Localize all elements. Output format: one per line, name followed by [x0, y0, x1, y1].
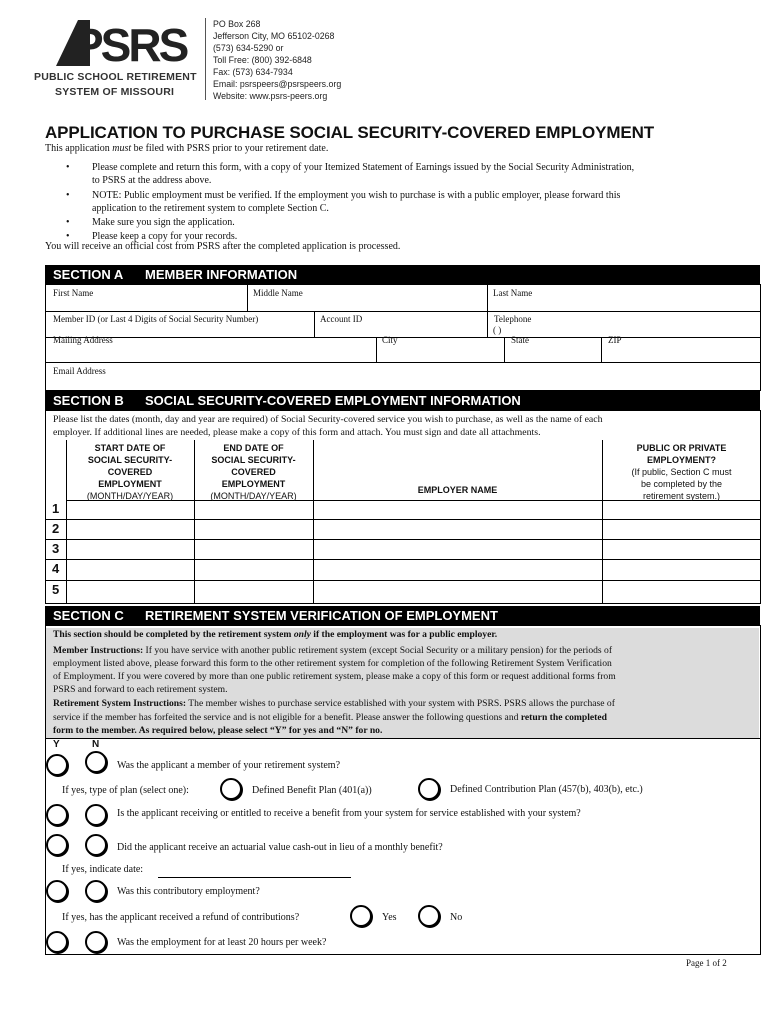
account-id-field[interactable]: Account ID: [320, 314, 363, 324]
divider: [247, 284, 248, 311]
org-name-line1: PUBLIC SCHOOL RETIREMENT: [34, 71, 197, 83]
section-b-header: [45, 391, 760, 410]
q4-label: Was this contributory employment?: [117, 886, 260, 897]
row-number-2: 2: [52, 521, 60, 536]
q5-yes-radio[interactable]: [46, 931, 68, 953]
bullet-2-line1: NOTE: Public employment must be verified. If the employment you wish to purchase is with a public employer, please forward this: [92, 190, 621, 201]
indicate-date-label: If yes, indicate date:: [62, 864, 144, 875]
contact-phone: (573) 634-5290 or: [213, 43, 284, 53]
bullet-dot: •: [66, 190, 70, 201]
yes-column-label: Y: [53, 739, 60, 750]
rs-instructions-1: Retirement System Instructions: The member wishes to purchase service established with your system with PSRS. PSRS allows the purchase of: [53, 698, 615, 709]
q4-yes-radio[interactable]: [46, 880, 68, 902]
middle-name-field[interactable]: Middle Name: [253, 288, 303, 298]
bullet-dot: •: [66, 162, 70, 173]
divider: [45, 580, 761, 581]
logo-text: PSRS: [73, 20, 187, 66]
row-number-4: 4: [52, 561, 60, 576]
plan-db-label: Defined Benefit Plan (401(a)): [252, 785, 372, 796]
q2-label: Is the applicant receiving or entitled to receive a benefit from your system for service established with your system?: [117, 808, 581, 819]
refund-yes-radio[interactable]: [350, 905, 372, 927]
member-id-field[interactable]: Member ID (or Last 4 Digits of Social Security Number): [53, 314, 259, 324]
bullet-1-line1: Please complete and return this form, with a copy of your Itemized Statement of Earnings issued by the Social Security Administration,: [92, 162, 635, 173]
q3-label: Did the applicant receive an actuarial value cash-out in lieu of a monthly benefit?: [117, 842, 443, 853]
refund-yes-label: Yes: [382, 912, 397, 923]
divider: [376, 337, 377, 362]
contact-city: Jefferson City, MO 65102-0268: [213, 31, 335, 41]
section-c-header: [45, 606, 760, 625]
q4-no-radio[interactable]: [85, 880, 107, 902]
plan-db-radio[interactable]: [220, 778, 242, 800]
col-employer-header: EMPLOYER NAME: [417, 485, 498, 495]
plan-dc-label: Defined Contribution Plan (457(b), 403(b), etc.): [450, 784, 643, 795]
row-number-1: 1: [52, 501, 60, 516]
divider: [45, 539, 761, 540]
divider: [45, 362, 761, 363]
q2-yes-radio[interactable]: [46, 804, 68, 826]
bullet-4: Please keep a copy for your records.: [92, 231, 238, 242]
telephone-field[interactable]: Telephone: [494, 314, 532, 324]
first-name-field[interactable]: First Name: [53, 288, 94, 298]
telephone-area-code: ( ): [493, 325, 502, 335]
contact-po-box: PO Box 268: [213, 19, 261, 29]
bullet-1-line2: to PSRS at the address above.: [92, 175, 212, 186]
bullet-2-line2: application to the retirement system to complete Section C.: [92, 203, 329, 214]
divider: [45, 337, 761, 338]
section-c-letter: SECTION C: [53, 608, 124, 623]
bullet-dot: •: [66, 217, 70, 228]
divider: [45, 311, 761, 312]
section-b-instructions-1: Please list the dates (month, day and year are required) of Social Security-covered service you wish to purchase, as well as the name of each: [53, 414, 603, 425]
form-title: APPLICATION TO PURCHASE SOCIAL SECURITY-COVERED EMPLOYMENT: [45, 123, 655, 142]
no-column-label: N: [92, 739, 100, 750]
section-b-instructions-2: employer. If additional lines are needed, please make a copy of this form and attach. You must sign and date all attachments.: [53, 427, 541, 438]
org-name-line2: SYSTEM OF MISSOURI: [55, 86, 175, 98]
mailing-address-field[interactable]: Mailing Address: [53, 335, 113, 345]
refund-no-label: No: [450, 912, 463, 923]
date-input-line[interactable]: [158, 877, 351, 878]
col-public-private-header: PUBLIC OR PRIVATE EMPLOYMENT? (If public, Section C must be completed by the retirement system.): [631, 443, 732, 501]
q5-no-radio[interactable]: [85, 931, 107, 953]
contact-fax: Fax: (573) 634-7934: [213, 67, 293, 77]
divider: [487, 284, 488, 311]
divider: [487, 311, 488, 337]
divider: [601, 337, 602, 362]
section-a-title: MEMBER INFORMATION: [145, 267, 298, 282]
divider: [45, 559, 761, 560]
member-instructions-1: Member Instructions: If you have service with another public retirement system (except Social Security or a military pension) for the periods of: [53, 645, 613, 656]
divider: [313, 440, 314, 604]
col-end-date-header: END DATE OF SOCIAL SECURITY- COVERED EMPLOYMENT (MONTH/DAY/YEAR): [210, 443, 297, 501]
q3-no-radio[interactable]: [85, 834, 107, 856]
section-c-note: This section should be completed by the retirement system only if the employment was for a public employer.: [53, 629, 498, 640]
refund-label: If yes, has the applicant received a refund of contributions?: [62, 912, 300, 923]
state-field[interactable]: State: [511, 335, 529, 345]
section-a-letter: SECTION A: [53, 267, 124, 282]
contact-toll-free: Toll Free: (800) 392-6848: [213, 55, 312, 65]
intro-footer: You will receive an official cost from PSRS after the completed application is processed.: [45, 241, 401, 252]
plan-type-label: If yes, type of plan (select one):: [62, 785, 189, 796]
row-number-5: 5: [52, 582, 60, 597]
member-instructions-4: PSRS and forward to each retirement system.: [53, 684, 228, 695]
contact-email: Email: psrspeers@psrspeers.org: [213, 79, 342, 89]
col-start-date-header: START DATE OF SOCIAL SECURITY- COVERED EMPLOYMENT (MONTH/DAY/YEAR): [86, 443, 174, 501]
member-instructions-2: employment listed above, please forward this form to the other retirement system for completion of the following Retirement System Verification: [53, 658, 612, 669]
last-name-field[interactable]: Last Name: [493, 288, 533, 298]
rs-instructions-2: service if the member has forfeited the service and is not eligible for a benefit. Please answer the following questions and return the completed: [53, 712, 607, 723]
divider: [45, 738, 761, 739]
contact-website: Website: www.psrs-peers.org: [213, 91, 328, 101]
psrs-logo: [56, 20, 196, 66]
email-field[interactable]: Email Address: [53, 366, 106, 376]
section-a-header: [45, 265, 760, 284]
q1-label: Was the applicant a member of your retirement system?: [117, 760, 341, 771]
city-field[interactable]: City: [382, 335, 398, 345]
q5-label: Was the employment for at least 20 hours per week?: [117, 937, 327, 948]
section-c-title: RETIREMENT SYSTEM VERIFICATION OF EMPLOYMENT: [145, 608, 498, 623]
plan-dc-radio[interactable]: [418, 778, 440, 800]
q2-no-radio[interactable]: [85, 804, 107, 826]
zip-field[interactable]: ZIP: [608, 335, 622, 345]
q3-yes-radio[interactable]: [46, 834, 68, 856]
section-b-title: SOCIAL SECURITY-COVERED EMPLOYMENT INFORMATION: [145, 393, 521, 408]
q1-yes-radio[interactable]: [46, 754, 68, 776]
member-instructions-3: of Employment. If you were covered by more than one public retirement system, please make a copy of this form or request additional forms from: [53, 671, 616, 682]
section-b-letter: SECTION B: [53, 393, 124, 408]
header-divider: [205, 18, 206, 100]
divider: [45, 519, 761, 520]
bullet-3: Make sure you sign the application.: [92, 217, 235, 228]
refund-no-radio[interactable]: [418, 905, 440, 927]
bullet-dot: •: [66, 231, 70, 242]
section-b-box: [45, 410, 761, 604]
row-number-3: 3: [52, 541, 60, 556]
divider: [314, 311, 315, 337]
intro-line: This application must be filed with PSRS prior to your retirement date.: [45, 143, 329, 154]
page-number: Page 1 of 2: [686, 958, 727, 968]
q1-no-radio[interactable]: [85, 751, 107, 773]
rs-instructions-3: form to the member. As required below, please select “Y” for yes and “N” for no.: [53, 725, 383, 736]
divider: [504, 337, 505, 362]
